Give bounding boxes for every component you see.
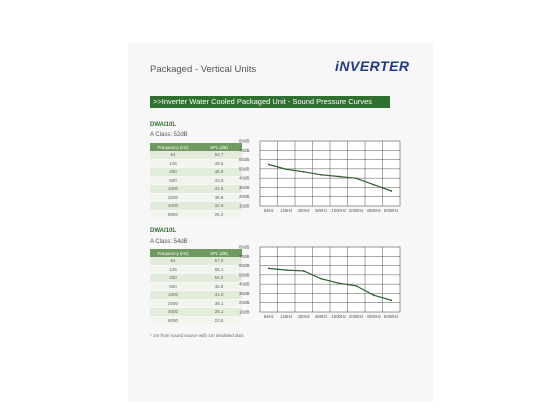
y-tick-label: 60dB: [239, 263, 250, 269]
x-tick-label: 1000Hz: [331, 314, 346, 319]
table-row: [150, 291, 242, 300]
footnote: * 1m from sound source with 1m insulated duct: [150, 333, 244, 338]
section-banner: >>Inverter Water Cooled Packaged Unit - Sound Pressure Curves: [150, 96, 390, 108]
data-point: [390, 299, 392, 301]
x-tick-label: 64Hz: [263, 208, 274, 213]
frequency-cell: 2000: [150, 299, 196, 308]
table-row: [150, 265, 242, 274]
table-row: [150, 151, 242, 159]
y-tick-label: 30dB: [239, 290, 250, 296]
data-point: [285, 168, 287, 170]
frequency-cell: 1000: [150, 291, 196, 300]
model-name-2: DWAI10L: [150, 228, 177, 234]
x-tick-label: 4000Hz: [366, 208, 381, 213]
frequency-cell: 1000: [150, 185, 196, 194]
frequency-cell: 4000: [150, 202, 196, 211]
x-tick-label: 500Hz: [315, 314, 328, 319]
header-frequency: Frequency (Hz): [150, 143, 196, 151]
y-tick-label: 10dB: [239, 309, 250, 315]
table-row: [150, 308, 242, 317]
table-row: [150, 299, 242, 308]
spl-cell: 28.1: [196, 308, 242, 317]
y-tick-label: 60dB: [239, 157, 250, 163]
page-title: Packaged - Vertical Units: [150, 64, 257, 75]
data-point: [390, 190, 392, 192]
frequency-cell: 125: [150, 265, 196, 274]
frequency-cell: 8000: [150, 210, 196, 219]
header-frequency: Frequency (Hz): [150, 249, 196, 257]
spl-cell: 39.8: [196, 193, 242, 202]
table-row: [150, 193, 242, 202]
data-point: [268, 267, 270, 269]
spl-cell: 26.2: [196, 210, 242, 219]
sound-pressure-chart-1: [238, 137, 410, 217]
frequency-cell: 64: [150, 257, 196, 265]
a-class-1: A Class: 52dB: [150, 132, 188, 138]
x-tick-label: 8000Hz: [384, 314, 399, 319]
spl-cell: 57.0: [196, 257, 242, 265]
data-point: [320, 278, 322, 280]
data-point: [303, 270, 305, 272]
sound-pressure-chart-2: [238, 243, 410, 323]
y-tick-label: 30dB: [239, 184, 250, 190]
x-tick-label: 64Hz: [263, 314, 274, 319]
header-spl: SPL (dB): [196, 249, 242, 257]
y-tick-label: 40dB: [239, 175, 250, 181]
y-tick-label: 80dB: [239, 138, 250, 144]
y-tick-label: 20dB: [239, 194, 250, 200]
frequency-cell: 250: [150, 274, 196, 283]
frequency-cell: 250: [150, 168, 196, 177]
frequency-cell: 500: [150, 176, 196, 185]
x-tick-label: 125Hz: [280, 314, 293, 319]
model-name-1: DWAI10L: [150, 122, 177, 128]
data-point: [355, 177, 357, 179]
data-point: [303, 171, 305, 173]
x-tick-label: 250Hz: [297, 314, 310, 319]
table-row: [150, 257, 242, 265]
spl-cell: 22.6: [196, 316, 242, 325]
frequency-cell: 125: [150, 159, 196, 168]
y-tick-label: 70dB: [239, 147, 250, 153]
spl-table-1: [150, 143, 242, 219]
y-tick-label: 50dB: [239, 166, 250, 172]
frequency-cell: 64: [150, 151, 196, 159]
spl-cell: 41.8: [196, 185, 242, 194]
x-tick-label: 2000Hz: [349, 314, 364, 319]
table-row: [150, 176, 242, 185]
data-point: [268, 164, 270, 166]
x-tick-label: 1000Hz: [331, 208, 346, 213]
table-row: [150, 274, 242, 283]
brand-logo: iNVERTER: [335, 58, 410, 74]
table-row: [150, 316, 242, 325]
y-tick-label: 40dB: [239, 281, 250, 287]
x-tick-label: 4000Hz: [366, 314, 381, 319]
x-tick-label: 2000Hz: [349, 208, 364, 213]
data-point: [355, 285, 357, 287]
spl-table-2: [150, 249, 242, 325]
spl-cell: 46.8: [196, 168, 242, 177]
data-point: [338, 282, 340, 284]
a-class-2: A Class: 54dB: [150, 239, 188, 245]
spl-cell: 55.1: [196, 265, 242, 274]
x-tick-label: 8000Hz: [384, 208, 399, 213]
table-row: [150, 168, 242, 177]
header-spl: SPL (dB): [196, 143, 242, 151]
x-tick-label: 250Hz: [297, 208, 310, 213]
spl-cell: 45.8: [196, 282, 242, 291]
frequency-cell: 8000: [150, 316, 196, 325]
table-row: [150, 159, 242, 168]
frequency-cell: 4000: [150, 308, 196, 317]
spl-cell: 32.9: [196, 202, 242, 211]
table-row: [150, 202, 242, 211]
data-point: [285, 269, 287, 271]
data-point: [338, 176, 340, 178]
y-tick-label: 10dB: [239, 203, 250, 209]
spl-cell: 41.0: [196, 291, 242, 300]
x-tick-label: 125Hz: [280, 208, 293, 213]
frequency-cell: 500: [150, 282, 196, 291]
spl-cell: 54.7: [196, 151, 242, 159]
table-row: [150, 282, 242, 291]
data-point: [373, 184, 375, 186]
data-point: [373, 294, 375, 296]
spl-cell: 43.6: [196, 176, 242, 185]
y-tick-label: 80dB: [239, 244, 250, 250]
table-row: [150, 210, 242, 219]
y-tick-label: 70dB: [239, 253, 250, 259]
y-tick-label: 20dB: [239, 300, 250, 306]
x-tick-label: 500Hz: [315, 208, 328, 213]
spl-cell: 38.1: [196, 299, 242, 308]
frequency-cell: 2000: [150, 193, 196, 202]
y-tick-label: 50dB: [239, 272, 250, 278]
spl-cell: 54.2: [196, 274, 242, 283]
table-row: [150, 185, 242, 194]
spl-cell: 49.6: [196, 159, 242, 168]
data-point: [320, 174, 322, 176]
